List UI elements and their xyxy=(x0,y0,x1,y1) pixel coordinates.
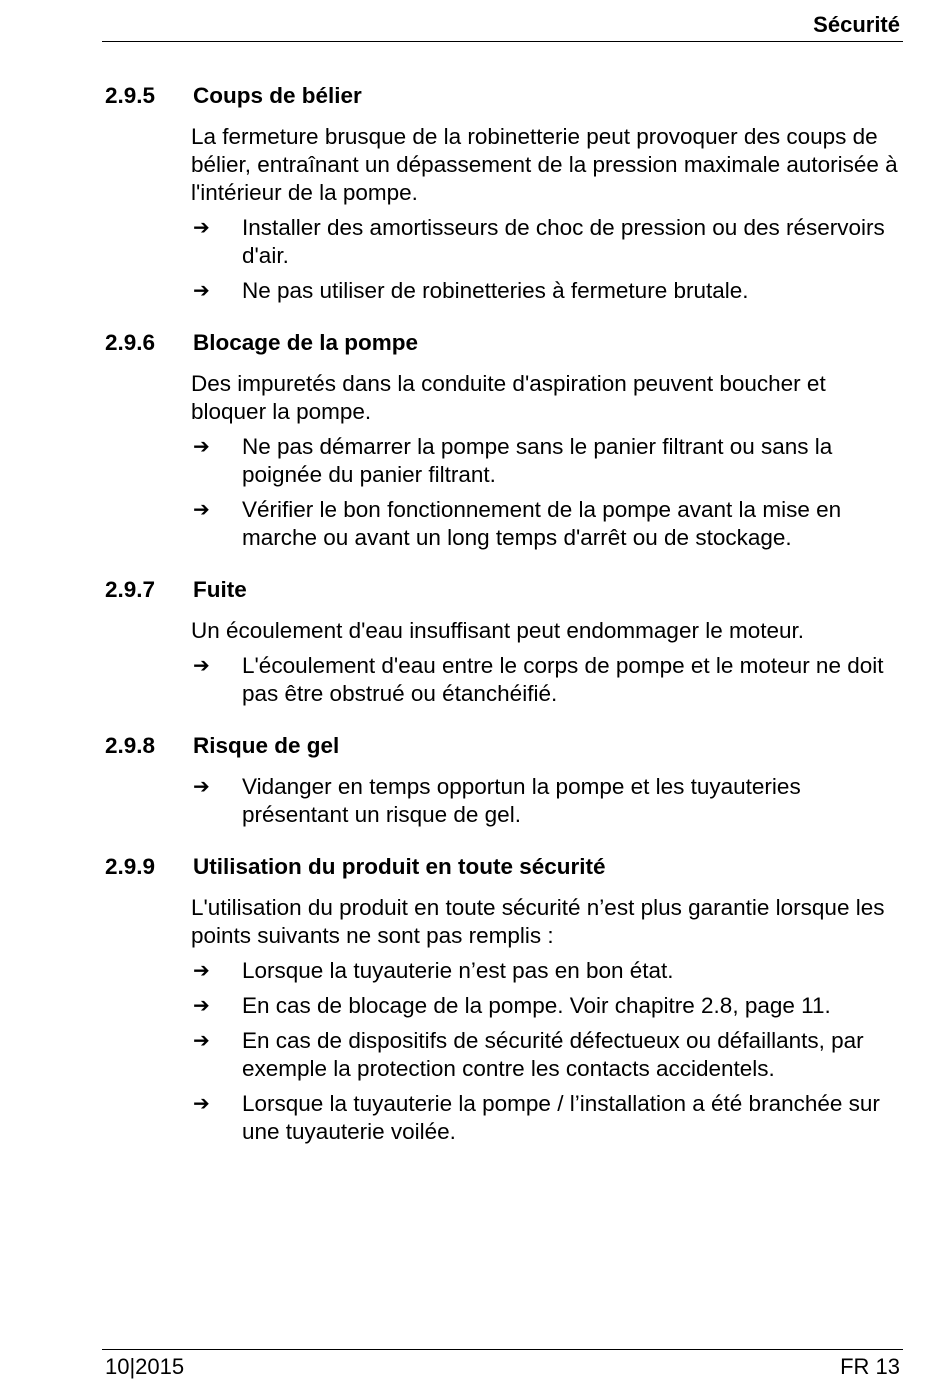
section-number: 2.9.7 xyxy=(105,577,156,602)
section-title: Blocage de la pompe xyxy=(193,330,419,355)
section-heading xyxy=(105,853,905,881)
section-body xyxy=(191,617,905,708)
paragraph: L'utilisation du produit en toute sécurité n’est plus garantie lorsque les points suivants ne sont pas remplis : xyxy=(191,895,885,948)
bullet-item xyxy=(191,277,905,305)
section-title: Utilisation du produit en toute sécurité xyxy=(193,854,606,879)
arrow-right-icon: ➔ xyxy=(193,995,210,1017)
bullet-item xyxy=(191,214,905,270)
bullet-item xyxy=(191,496,905,552)
paragraph: Des impuretés dans la conduite d'aspiration peuvent boucher et bloquer la pompe. xyxy=(191,371,826,424)
arrow-right-icon: ➔ xyxy=(193,436,210,458)
header-divider xyxy=(102,41,903,42)
section-body xyxy=(191,773,905,829)
section-heading xyxy=(105,576,905,604)
bullet-text: L'écoulement d'eau entre le corps de pompe et le moteur ne doit pas être obstrué ou étanchéifié. xyxy=(242,653,884,706)
bullet-item xyxy=(191,1027,905,1083)
bullet-text: Vidanger en temps opportun la pompe et les tuyauteries présentant un risque de gel. xyxy=(242,774,801,827)
paragraph: Un écoulement d'eau insuffisant peut endommager le moteur. xyxy=(191,618,805,643)
section xyxy=(105,853,905,1146)
bullet-text: Vérifier le bon fonctionnement de la pompe avant la mise en marche ou avant un long temps d'arrêt ou de stockage. xyxy=(242,497,842,550)
arrow-right-icon: ➔ xyxy=(193,960,210,982)
bullet-item xyxy=(191,773,905,829)
arrow-right-icon: ➔ xyxy=(193,280,210,302)
section-heading xyxy=(105,732,905,760)
footer-page-number: FR 13 xyxy=(840,1354,900,1379)
section-body xyxy=(191,894,905,1146)
bullet-text: Lorsque la tuyauterie la pompe / l’installation a été branchée sur une tuyauterie voilée. xyxy=(242,1091,880,1144)
arrow-right-icon: ➔ xyxy=(193,655,210,677)
page-header-title: Sécurité xyxy=(813,12,900,37)
section-heading xyxy=(105,82,905,110)
document-body xyxy=(105,82,905,1170)
bullet-text: Ne pas utiliser de robinetteries à fermeture brutale. xyxy=(242,278,749,303)
bullet-item xyxy=(191,433,905,489)
section-title: Coups de bélier xyxy=(193,83,362,108)
bullet-item xyxy=(191,992,905,1020)
bullet-text: En cas de dispositifs de sécurité défectueux ou défaillants, par exemple la protection contre les contacts accidentels. xyxy=(242,1028,864,1081)
footer-date: 10|2015 xyxy=(105,1354,185,1379)
section-heading xyxy=(105,329,905,357)
footer-divider xyxy=(102,1349,903,1350)
section-number: 2.9.9 xyxy=(105,854,156,879)
paragraph: La fermeture brusque de la robinetterie peut provoquer des coups de bélier, entraînant un dépassement de la pression maximale autorisée à l'intérieur de la pompe. xyxy=(191,124,898,205)
section-number: 2.9.6 xyxy=(105,330,156,355)
arrow-right-icon: ➔ xyxy=(193,217,210,239)
arrow-right-icon: ➔ xyxy=(193,499,210,521)
section-title: Risque de gel xyxy=(193,733,340,758)
bullet-item xyxy=(191,1090,905,1146)
section-title: Fuite xyxy=(193,577,247,602)
bullet-item xyxy=(191,957,905,985)
section-number: 2.9.8 xyxy=(105,733,156,758)
bullet-text: En cas de blocage de la pompe. Voir chapitre 2.8, page 11. xyxy=(242,993,831,1018)
section xyxy=(105,82,905,305)
section-number: 2.9.5 xyxy=(105,83,156,108)
arrow-right-icon: ➔ xyxy=(193,1093,210,1115)
bullet-text: Installer des amortisseurs de choc de pression ou des réservoirs d'air. xyxy=(242,215,885,268)
arrow-right-icon: ➔ xyxy=(193,776,210,798)
arrow-right-icon: ➔ xyxy=(193,1030,210,1052)
section-body xyxy=(191,370,905,552)
section xyxy=(105,576,905,708)
bullet-text: Ne pas démarrer la pompe sans le panier filtrant ou sans la poignée du panier filtrant. xyxy=(242,434,833,487)
section-body xyxy=(191,123,905,305)
bullet-text: Lorsque la tuyauterie n’est pas en bon état. xyxy=(242,958,674,983)
section xyxy=(105,732,905,829)
section xyxy=(105,329,905,552)
bullet-item xyxy=(191,652,905,708)
